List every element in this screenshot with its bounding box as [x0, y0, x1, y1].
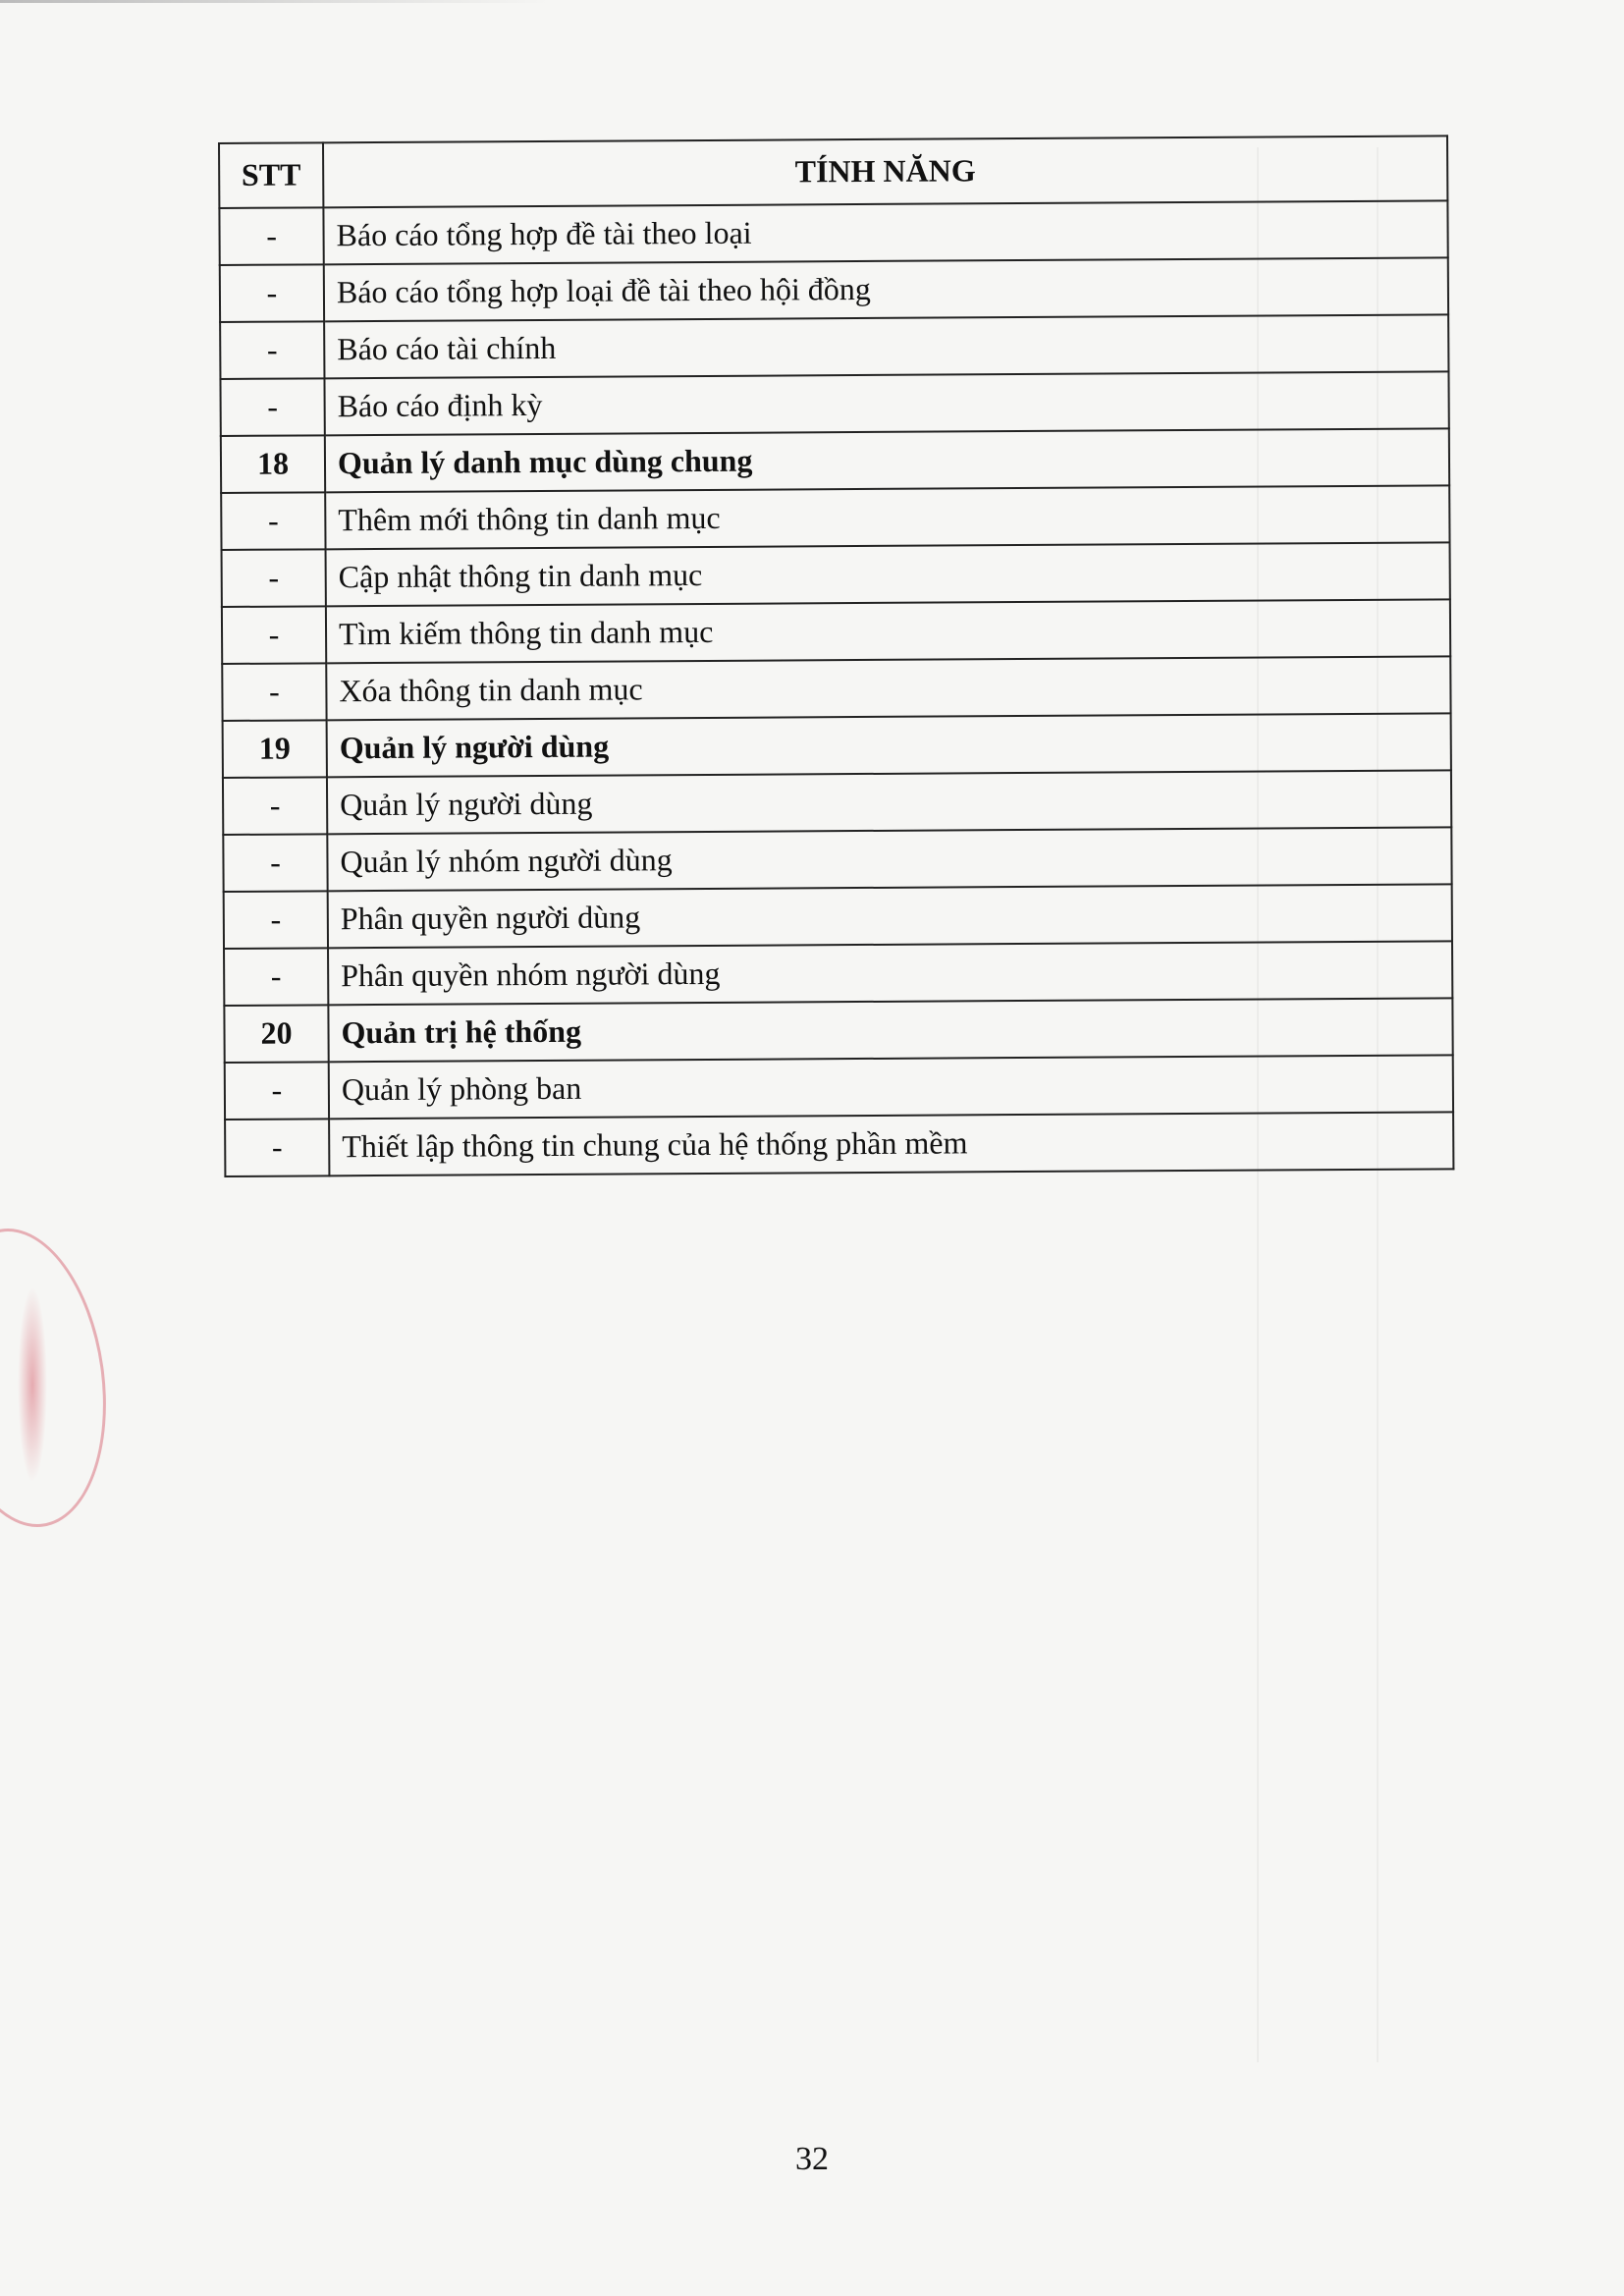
row-feature-name: Quản lý người dùng: [327, 770, 1451, 834]
table-row: [219, 200, 1447, 265]
row-feature-name: Thêm mới thông tin danh mục: [325, 485, 1449, 549]
row-feature-name: Báo cáo tài chính: [324, 314, 1448, 378]
row-feature-name: Quản trị hệ thống: [328, 998, 1452, 1062]
row-stt: -: [224, 891, 328, 949]
row-feature-name: Quản lý nhóm người dùng: [327, 827, 1451, 891]
table-row: [225, 1055, 1453, 1120]
row-stt: -: [220, 321, 324, 379]
row-stt: 19: [223, 720, 327, 778]
row-stt: -: [225, 1119, 329, 1176]
row-stt: -: [222, 663, 326, 721]
row-stt: -: [220, 264, 324, 322]
table-row: [223, 770, 1451, 835]
row-stt: -: [223, 777, 327, 835]
row-stt: -: [225, 1062, 329, 1120]
table-row: [222, 599, 1450, 664]
row-stt: 20: [224, 1005, 328, 1063]
row-feature-name: Cập nhật thông tin danh mục: [326, 542, 1450, 606]
row-feature-name: Báo cáo tổng hợp loại đề tài theo hội đồng: [324, 257, 1448, 321]
table-row: [223, 827, 1451, 892]
table-row: [222, 656, 1450, 721]
row-feature-name: Phân quyền người dùng: [328, 884, 1452, 948]
row-stt: -: [224, 948, 328, 1006]
row-feature-name: Quản lý người dùng: [327, 713, 1451, 777]
row-feature-name: Báo cáo định kỳ: [324, 371, 1448, 435]
row-feature-name: Báo cáo tổng hợp đề tài theo loại: [323, 200, 1447, 264]
table-row: [224, 884, 1452, 949]
row-stt: -: [222, 606, 326, 664]
header-feature: TÍNH NĂNG: [323, 136, 1447, 207]
table-row: [220, 314, 1448, 379]
table-row: [221, 485, 1449, 550]
row-feature-name: Xóa thông tin danh mục: [326, 656, 1450, 720]
row-feature-name: Phân quyền nhóm người dùng: [328, 941, 1452, 1005]
row-stt: -: [221, 492, 325, 550]
row-feature-name: Quản lý danh mục dùng chung: [325, 428, 1449, 492]
row-stt: 18: [221, 435, 325, 493]
header-stt: STT: [219, 142, 323, 208]
page-number: 32: [795, 2141, 829, 2177]
table-body: [219, 200, 1453, 1176]
feature-table: [218, 135, 1454, 1177]
row-stt: -: [223, 834, 327, 892]
row-stt: -: [220, 378, 324, 436]
table-row: [222, 542, 1450, 607]
table-row: [225, 1112, 1453, 1176]
row-feature-name: Tìm kiếm thông tin danh mục: [326, 599, 1450, 663]
section-row: [224, 998, 1452, 1063]
section-row: [221, 428, 1449, 493]
row-stt: -: [219, 207, 323, 265]
row-stt: -: [222, 549, 326, 607]
section-row: [223, 713, 1451, 778]
row-feature-name: Quản lý phòng ban: [329, 1055, 1453, 1119]
table-row: [220, 371, 1448, 436]
scan-edge: [0, 0, 550, 3]
table-row: [220, 257, 1448, 322]
red-stamp-ink: [18, 1286, 47, 1483]
table-header-row: [219, 136, 1447, 208]
table-row: [224, 941, 1452, 1006]
row-feature-name: Thiết lập thông tin chung của hệ thống phần mềm: [329, 1112, 1453, 1175]
